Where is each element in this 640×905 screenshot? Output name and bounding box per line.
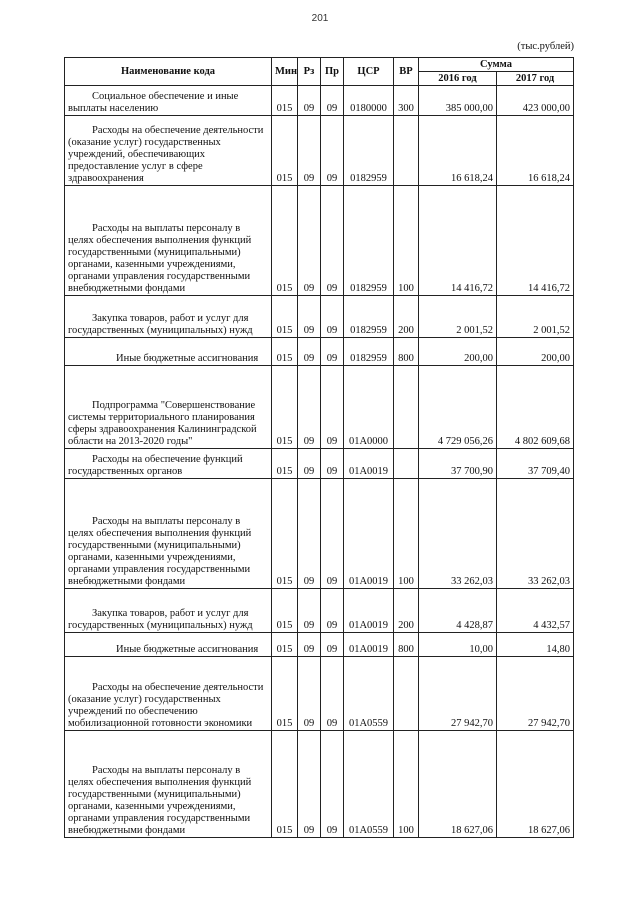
row-2016: 385 000,00 (419, 86, 497, 116)
row-name: Расходы на обеспечение функций государственных органов (65, 449, 272, 479)
row-2016: 18 627,06 (419, 731, 497, 838)
row-vr: 800 (394, 633, 419, 657)
row-vr: 800 (394, 338, 419, 366)
row-pr: 09 (321, 296, 344, 338)
row-min: 015 (272, 296, 298, 338)
table-row (65, 116, 574, 186)
row-2017: 4 432,57 (497, 589, 574, 633)
row-csr: 01А0019 (344, 449, 394, 479)
row-2016: 27 942,70 (419, 657, 497, 731)
row-2017: 16 618,24 (497, 116, 574, 186)
row-name: Иные бюджетные ассигнования (65, 338, 272, 366)
header-min: Мин (272, 58, 298, 86)
row-csr: 0180000 (344, 86, 394, 116)
row-rz: 09 (298, 633, 321, 657)
row-2016: 37 700,90 (419, 449, 497, 479)
row-pr: 09 (321, 657, 344, 731)
row-rz: 09 (298, 479, 321, 589)
table-row (65, 479, 574, 589)
row-2017: 18 627,06 (497, 731, 574, 838)
row-min: 015 (272, 657, 298, 731)
header-name: Наименование кода (65, 58, 272, 86)
row-2017: 14 416,72 (497, 186, 574, 296)
row-name: Расходы на обеспечение деятельности (оказание услуг) государственных учреждений, обеспечивающих предоставление услуг в сфере здравоохранения (65, 116, 272, 186)
row-rz: 09 (298, 731, 321, 838)
row-2016: 33 262,03 (419, 479, 497, 589)
row-min: 015 (272, 479, 298, 589)
budget-table (64, 57, 574, 838)
header-sum: Сумма (419, 58, 574, 72)
row-name: Расходы на выплаты персоналу в целях обеспечения выполнения функций государственными (муниципальными) органами, казенными учреждениями, органами управления государственными внебюджетными фондами (65, 186, 272, 296)
row-2016: 4 729 056,26 (419, 366, 497, 449)
table-row (65, 589, 574, 633)
row-2017: 2 001,52 (497, 296, 574, 338)
row-vr: 300 (394, 86, 419, 116)
row-csr: 01А0559 (344, 731, 394, 838)
row-name: Закупка товаров, работ и услуг для государственных (муниципальных) нужд (65, 589, 272, 633)
row-2017: 14,80 (497, 633, 574, 657)
row-rz: 09 (298, 589, 321, 633)
row-csr: 01А0019 (344, 589, 394, 633)
header-2016: 2016 год (419, 72, 497, 86)
row-2017: 33 262,03 (497, 479, 574, 589)
row-vr (394, 449, 419, 479)
row-2017: 4 802 609,68 (497, 366, 574, 449)
row-2017: 27 942,70 (497, 657, 574, 731)
row-csr: 01А0000 (344, 366, 394, 449)
row-rz: 09 (298, 338, 321, 366)
row-name: Подпрограмма "Совершенствование системы территориального планирования сферы здравоохранения Калининградской области на 2013-2020 годы" (65, 366, 272, 449)
row-2017: 423 000,00 (497, 86, 574, 116)
row-pr: 09 (321, 186, 344, 296)
row-vr: 200 (394, 589, 419, 633)
units-label: (тыс.рублей) (517, 41, 574, 52)
row-2016: 2 001,52 (419, 296, 497, 338)
row-min: 015 (272, 366, 298, 449)
row-min: 015 (272, 186, 298, 296)
row-vr: 100 (394, 731, 419, 838)
row-csr: 0182959 (344, 186, 394, 296)
row-csr: 01А0019 (344, 633, 394, 657)
row-name: Иные бюджетные ассигнования (65, 633, 272, 657)
header-pr: Пр (321, 58, 344, 86)
row-vr (394, 116, 419, 186)
table-row (65, 366, 574, 449)
row-pr: 09 (321, 633, 344, 657)
row-pr: 09 (321, 366, 344, 449)
header-csr: ЦСР (344, 58, 394, 86)
header-row (65, 58, 574, 72)
row-2016: 4 428,87 (419, 589, 497, 633)
row-rz: 09 (298, 657, 321, 731)
header-vr: ВР (394, 58, 419, 86)
row-rz: 09 (298, 296, 321, 338)
row-min: 015 (272, 731, 298, 838)
table-row (65, 296, 574, 338)
header-rz: Рз (298, 58, 321, 86)
row-vr: 100 (394, 186, 419, 296)
row-pr: 09 (321, 731, 344, 838)
table-row (65, 633, 574, 657)
header-2017: 2017 год (497, 72, 574, 86)
row-csr: 0182959 (344, 116, 394, 186)
row-csr: 01А0559 (344, 657, 394, 731)
row-min: 015 (272, 449, 298, 479)
row-rz: 09 (298, 366, 321, 449)
row-pr: 09 (321, 116, 344, 186)
row-2016: 16 618,24 (419, 116, 497, 186)
row-pr: 09 (321, 479, 344, 589)
row-pr: 09 (321, 589, 344, 633)
row-min: 015 (272, 589, 298, 633)
row-csr: 0182959 (344, 338, 394, 366)
row-vr (394, 657, 419, 731)
row-min: 015 (272, 86, 298, 116)
row-csr: 0182959 (344, 296, 394, 338)
row-vr: 100 (394, 479, 419, 589)
row-name: Расходы на выплаты персоналу в целях обеспечения выполнения функций государственными (муниципальными) органами, казенными учреждениями, органами управления государственными внебюджетными фондами (65, 479, 272, 589)
row-min: 015 (272, 116, 298, 186)
table-row (65, 449, 574, 479)
page-number: 201 (311, 13, 329, 24)
row-rz: 09 (298, 186, 321, 296)
table-row (65, 86, 574, 116)
row-pr: 09 (321, 338, 344, 366)
table-row (65, 338, 574, 366)
row-2016: 10,00 (419, 633, 497, 657)
row-rz: 09 (298, 449, 321, 479)
row-name: Закупка товаров, работ и услуг для государственных (муниципальных) нужд (65, 296, 272, 338)
row-2016: 200,00 (419, 338, 497, 366)
row-csr: 01А0019 (344, 479, 394, 589)
row-2016: 14 416,72 (419, 186, 497, 296)
table-row (65, 657, 574, 731)
row-2017: 200,00 (497, 338, 574, 366)
row-name: Расходы на выплаты персоналу в целях обеспечения выполнения функций государственными (муниципальными) органами, казенными учреждениями, органами управления государственными внебюджетными фондами (65, 731, 272, 838)
row-vr: 200 (394, 296, 419, 338)
row-vr (394, 366, 419, 449)
row-pr: 09 (321, 449, 344, 479)
row-pr: 09 (321, 86, 344, 116)
row-rz: 09 (298, 86, 321, 116)
table-row (65, 731, 574, 838)
row-min: 015 (272, 338, 298, 366)
row-2017: 37 709,40 (497, 449, 574, 479)
row-rz: 09 (298, 116, 321, 186)
row-name: Расходы на обеспечение деятельности (оказание услуг) государственных учреждений по обеспечению мобилизационной готовности экономики (65, 657, 272, 731)
row-min: 015 (272, 633, 298, 657)
table-row (65, 186, 574, 296)
row-name: Социальное обеспечение и иные выплаты населению (65, 86, 272, 116)
